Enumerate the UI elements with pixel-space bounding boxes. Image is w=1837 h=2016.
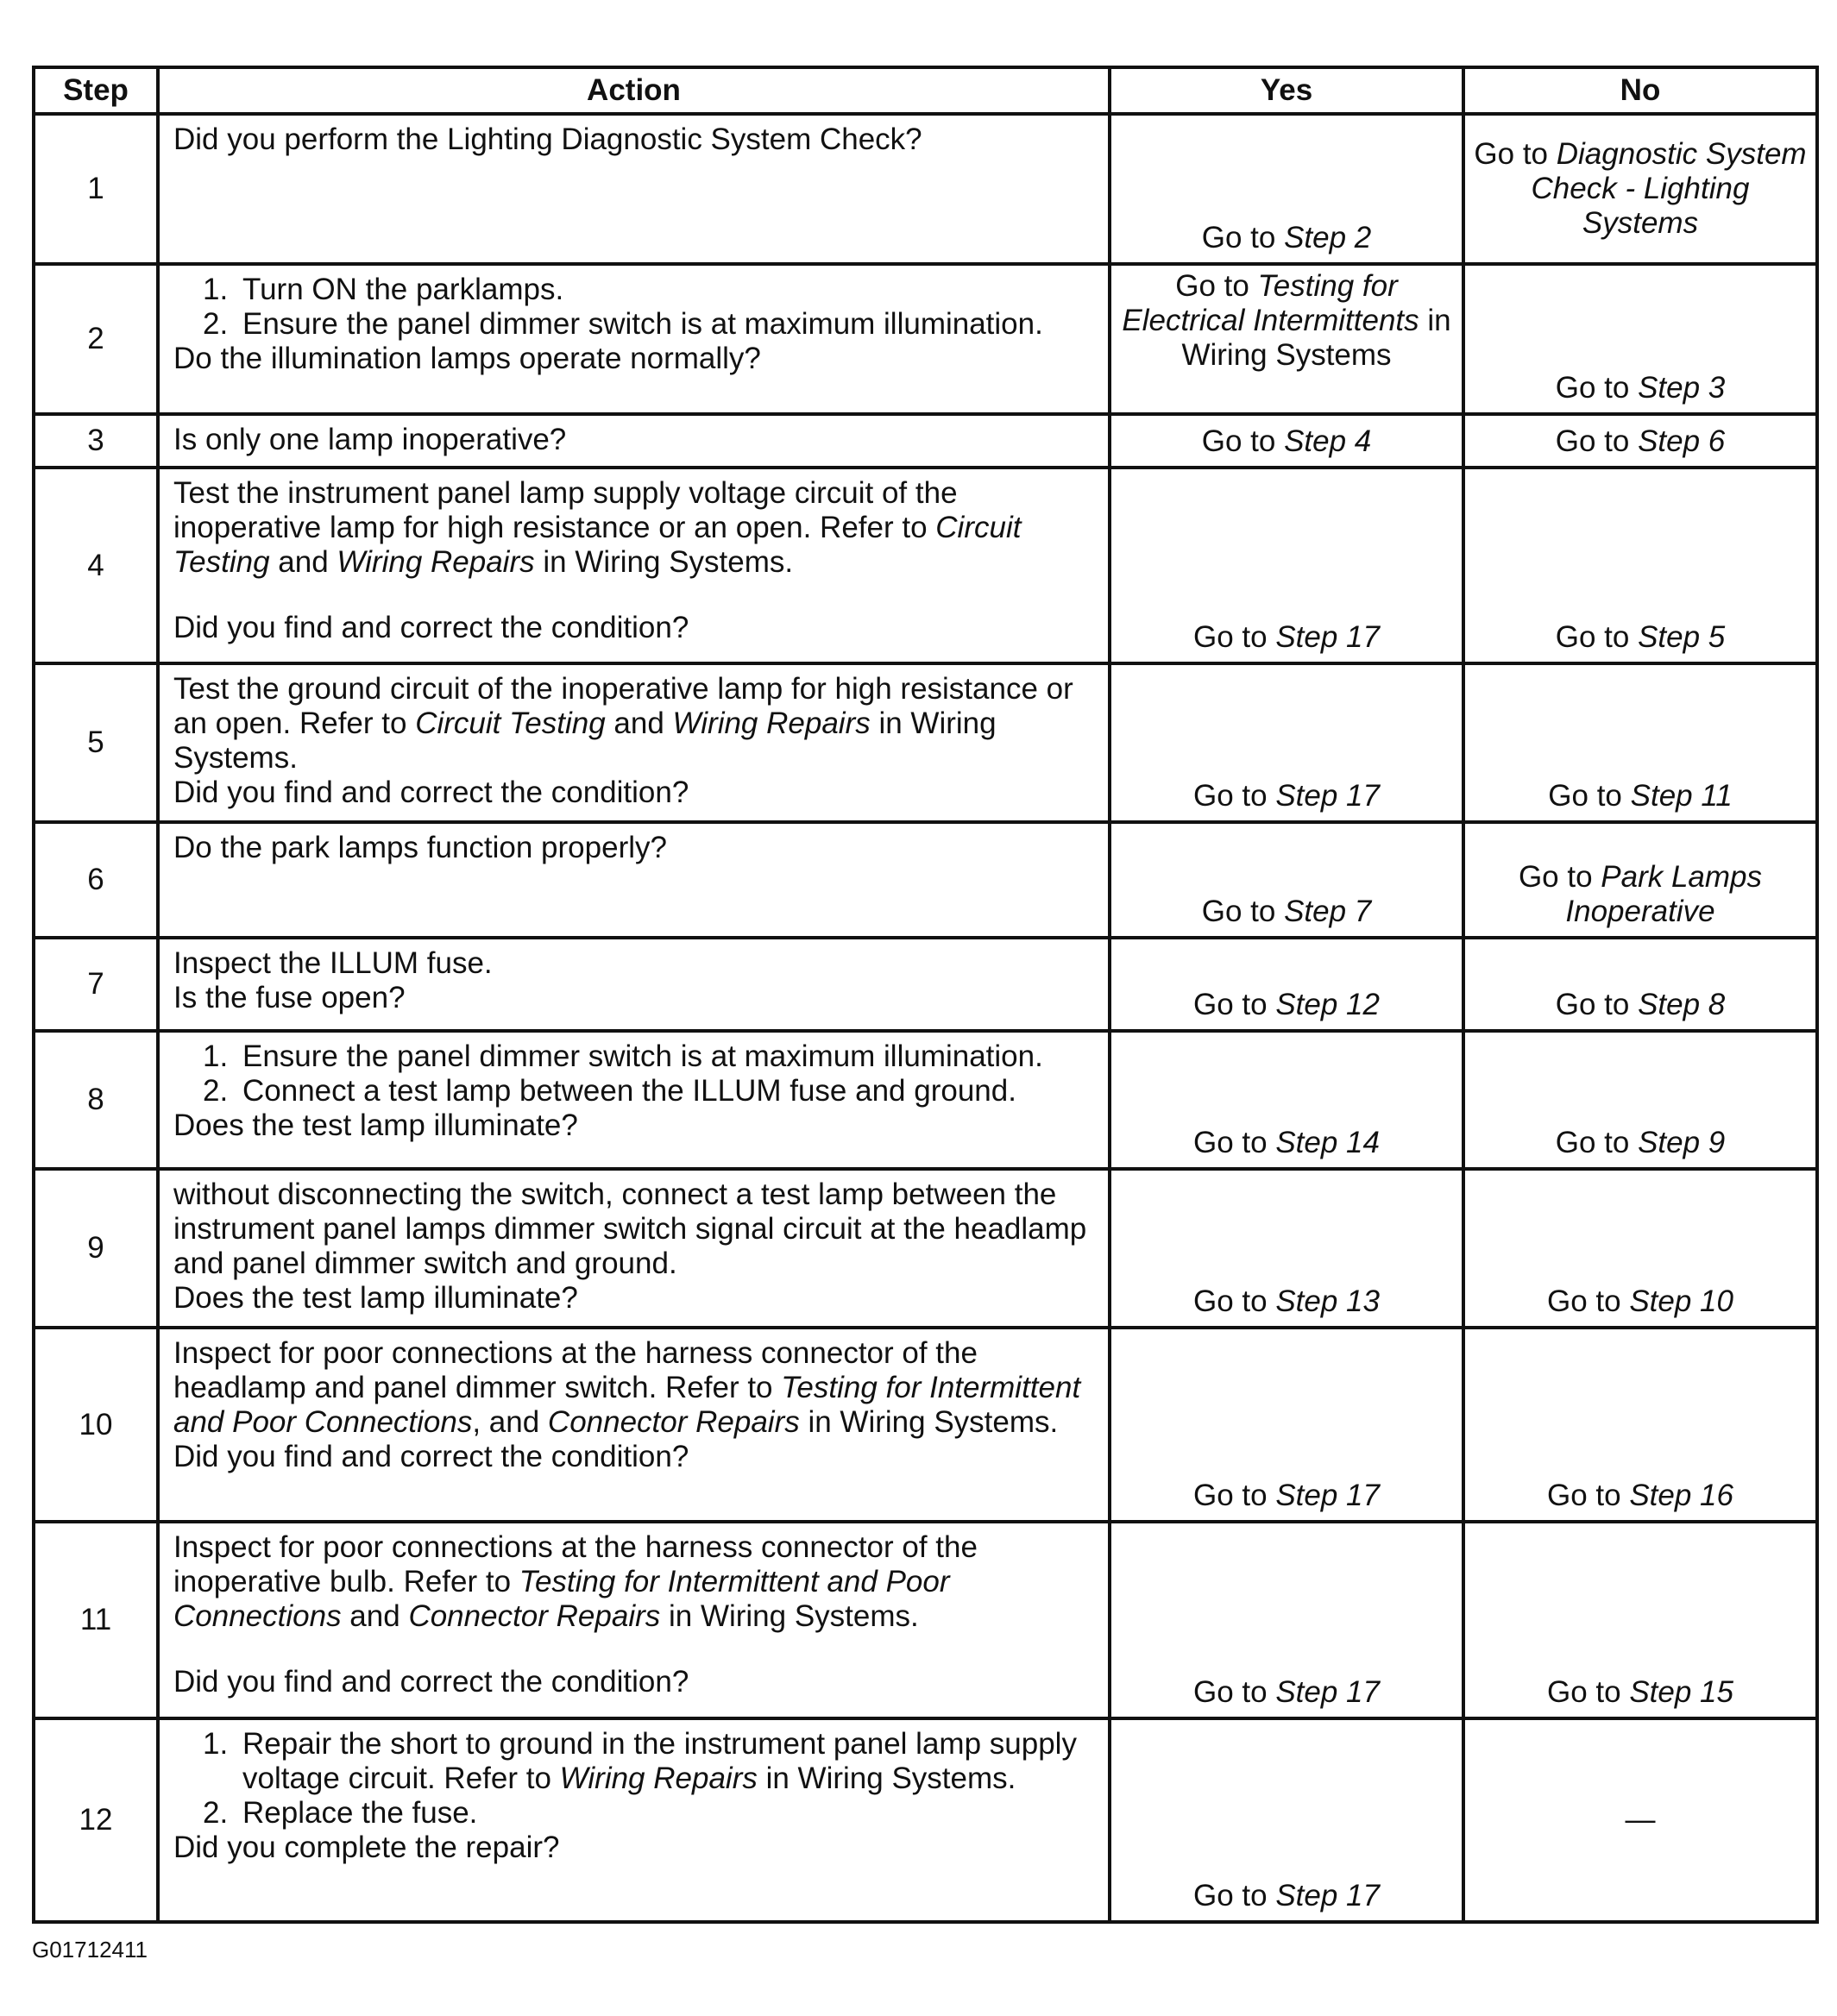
reference-link-text: Park Lamps Inoperative: [1565, 860, 1763, 928]
yes-result-text: [1111, 1879, 1462, 1913]
yes-result-text: [1111, 221, 1462, 255]
text-fragment: Ensure the panel dimmer switch is at maximum illumination.: [242, 307, 1043, 341]
action-cell: [158, 1169, 1110, 1328]
action-text: [173, 611, 1094, 645]
action-text: [173, 423, 1094, 457]
list-number: 1.: [203, 273, 229, 306]
text-fragment: and: [341, 1599, 409, 1633]
action-text: [173, 342, 1094, 376]
no-result-text: [1465, 1479, 1815, 1513]
no-result-text: [1465, 988, 1815, 1022]
no-result-text: [1465, 1803, 1815, 1837]
no-result-text: [1465, 860, 1815, 929]
text-fragment: Go to: [1193, 1479, 1276, 1512]
text-fragment: Go to: [1555, 988, 1639, 1021]
list-number: 1.: [203, 1727, 229, 1761]
action-text: [173, 1831, 1094, 1865]
action-list-item: [173, 1727, 1094, 1796]
action-cell: [158, 114, 1110, 264]
text-fragment: Inspect the ILLUM fuse.: [173, 946, 493, 980]
yes-result-text: [1111, 424, 1462, 459]
spacer: [173, 1634, 1094, 1665]
list-number: 2.: [203, 1074, 229, 1108]
yes-result-cell: [1110, 114, 1463, 264]
yes-result-cell: [1110, 663, 1463, 822]
action-text: [173, 1440, 1094, 1474]
action-cell: [158, 1328, 1110, 1522]
no-result-text: [1465, 620, 1815, 655]
action-cell: [158, 468, 1110, 663]
table-row: [34, 1718, 1817, 1922]
action-cell: [158, 1718, 1110, 1922]
yes-result-cell: [1110, 822, 1463, 938]
reference-link-text: Testing for Intermittent and Poor Connections: [173, 1565, 950, 1633]
no-result-cell: [1463, 663, 1817, 822]
step-number: 2: [34, 264, 158, 414]
action-text: [173, 672, 1094, 776]
action-text: [173, 946, 1094, 981]
action-cell: [158, 822, 1110, 938]
no-result-cell: [1463, 1328, 1817, 1522]
step-number: 3: [34, 414, 158, 468]
text-fragment: Go to: [1193, 1879, 1276, 1912]
reference-link-text: Wiring Repairs: [672, 707, 871, 740]
action-text: [173, 1530, 1094, 1634]
table-row: [34, 1031, 1817, 1169]
action-text: [173, 831, 1094, 865]
reference-link-text: Step 17: [1275, 620, 1380, 654]
yes-result-cell: [1110, 264, 1463, 414]
text-fragment: Go to: [1555, 371, 1639, 405]
text-fragment: Does the test lamp illuminate?: [173, 1281, 578, 1315]
no-result-cell: [1463, 1718, 1817, 1922]
text-fragment: Go to: [1175, 269, 1258, 303]
header-step: Step: [34, 67, 158, 114]
action-cell: [158, 938, 1110, 1031]
text-fragment: Did you find and correct the condition?: [173, 1665, 689, 1699]
text-fragment: Go to: [1201, 424, 1285, 458]
text-fragment: Test the ground circuit of the inoperative lamp for high resistance or an open. Refer to: [173, 672, 1073, 740]
reference-link-text: Step 13: [1275, 1284, 1380, 1318]
reference-link-text: Step 14: [1275, 1126, 1380, 1159]
reference-link-text: Step 4: [1284, 424, 1372, 458]
table-row: [34, 1328, 1817, 1522]
yes-result-text: [1111, 895, 1462, 929]
text-fragment: Go to: [1555, 620, 1639, 654]
action-cell: [158, 663, 1110, 822]
text-fragment: Go to: [1193, 620, 1276, 654]
reference-link-text: Step 17: [1275, 1479, 1380, 1512]
text-fragment: Go to: [1193, 779, 1276, 813]
text-fragment: Go to: [1548, 779, 1631, 813]
no-result-text: [1465, 1675, 1815, 1710]
text-fragment: Replace the fuse.: [242, 1796, 478, 1830]
text-fragment: Did you find and correct the condition?: [173, 611, 689, 644]
text-fragment: Do the park lamps function properly?: [173, 831, 667, 864]
table-row: [34, 414, 1817, 468]
table-row: [34, 1522, 1817, 1718]
text-fragment: Inspect for poor connections at the harness connector of the inoperative bulb. Refer to: [173, 1530, 978, 1598]
text-fragment: and: [269, 545, 337, 579]
header-no: No: [1463, 67, 1817, 114]
text-fragment: Did you perform the Lighting Diagnostic System Check?: [173, 122, 922, 156]
reference-link-text: Connector Repairs: [547, 1405, 800, 1439]
list-number: 2.: [203, 307, 229, 341]
action-text: [173, 1108, 1094, 1143]
action-text: [173, 776, 1094, 810]
step-number: 7: [34, 938, 158, 1031]
diagnostic-table: [32, 66, 1819, 1924]
reference-link-text: Step 17: [1275, 1879, 1380, 1912]
header-row: [34, 67, 1817, 114]
spacer: [173, 580, 1094, 611]
reference-link-text: Diagnostic System Check - Lighting Systems: [1531, 137, 1807, 240]
header-yes: Yes: [1110, 67, 1463, 114]
action-list-item: [173, 1074, 1094, 1108]
table-row: [34, 938, 1817, 1031]
no-result-text: [1465, 779, 1815, 813]
text-fragment: Repair the short to ground in the instrument panel lamp supply voltage circuit. Refer to: [242, 1727, 1077, 1795]
no-result-cell: [1463, 264, 1817, 414]
action-cell: [158, 414, 1110, 468]
text-fragment: and: [605, 707, 673, 740]
reference-link-text: Step 8: [1638, 988, 1726, 1021]
action-list-item: [173, 273, 1094, 307]
text-fragment: Does the test lamp illuminate?: [173, 1108, 578, 1142]
text-fragment: Go to: [1547, 1479, 1630, 1512]
text-fragment: Test the instrument panel lamp supply voltage circuit of the inoperative lamp for high resistance or an open. Refer to: [173, 476, 958, 544]
reference-link-text: Wiring Repairs: [337, 545, 535, 579]
text-fragment: in Wiring Systems.: [799, 1405, 1059, 1439]
list-number: 2.: [203, 1796, 229, 1830]
action-list-item: [173, 307, 1094, 342]
action-text: [173, 1665, 1094, 1699]
reference-link-text: Step 5: [1638, 620, 1726, 654]
step-number: 11: [34, 1522, 158, 1718]
no-result-cell: [1463, 114, 1817, 264]
no-result-text: [1465, 137, 1815, 241]
no-result-cell: [1463, 1031, 1817, 1169]
reference-link-text: Step 15: [1629, 1675, 1733, 1709]
no-result-cell: [1463, 414, 1817, 468]
reference-link-text: Testing for Electrical Intermittents: [1122, 269, 1419, 337]
no-result-cell: [1463, 468, 1817, 663]
table-row: [34, 663, 1817, 822]
yes-result-cell: [1110, 468, 1463, 663]
action-list-item: [173, 1796, 1094, 1831]
reference-link-text: Step 10: [1629, 1284, 1733, 1318]
header-action: Action: [158, 67, 1110, 114]
step-number: 12: [34, 1718, 158, 1922]
no-result-cell: [1463, 1522, 1817, 1718]
text-fragment: Go to: [1474, 137, 1557, 171]
action-text: [173, 981, 1094, 1015]
text-fragment: , and: [472, 1405, 548, 1439]
reference-link-text: Circuit Testing: [173, 511, 1022, 579]
text-fragment: in Wiring Systems: [1181, 304, 1451, 372]
action-cell: [158, 264, 1110, 414]
reference-link-text: Step 12: [1275, 988, 1380, 1021]
text-fragment: Do the illumination lamps operate normally?: [173, 342, 761, 375]
reference-link-text: Step 17: [1275, 779, 1380, 813]
step-number: 1: [34, 114, 158, 264]
text-fragment: Is only one lamp inoperative?: [173, 423, 567, 456]
text-fragment: Go to: [1193, 1126, 1276, 1159]
reference-link-text: Step 9: [1638, 1126, 1726, 1159]
reference-link-text: Testing for Intermittent and Poor Connections: [173, 1371, 1081, 1439]
yes-result-text: [1111, 1479, 1462, 1513]
reference-link-text: Circuit Testing: [415, 707, 606, 740]
yes-result-text: [1111, 1126, 1462, 1160]
table-row: [34, 1169, 1817, 1328]
action-list-item: [173, 1039, 1094, 1074]
step-number: 9: [34, 1169, 158, 1328]
action-text: [173, 1178, 1094, 1281]
text-fragment: Did you find and correct the condition?: [173, 776, 689, 809]
action-text: [173, 1281, 1094, 1316]
text-fragment: Go to: [1193, 1284, 1276, 1318]
text-fragment: Inspect for poor connections at the harness connector of the headlamp and panel dimmer switch. Refer to: [173, 1336, 978, 1404]
yes-result-text: [1111, 1675, 1462, 1710]
action-text: [173, 122, 1094, 157]
text-fragment: —: [1625, 1803, 1656, 1837]
text-fragment: in Wiring Systems.: [757, 1762, 1016, 1795]
text-fragment: Ensure the panel dimmer switch is at maximum illumination.: [242, 1039, 1043, 1073]
text-fragment: Go to: [1201, 895, 1285, 928]
step-number: 6: [34, 822, 158, 938]
list-number: 1.: [203, 1039, 229, 1073]
reference-link-text: Step 17: [1275, 1675, 1380, 1709]
no-result-cell: [1463, 822, 1817, 938]
yes-result-cell: [1110, 1328, 1463, 1522]
reference-link-text: Step 7: [1284, 895, 1372, 928]
no-result-text: [1465, 371, 1815, 405]
yes-result-cell: [1110, 414, 1463, 468]
yes-result-cell: [1110, 938, 1463, 1031]
text-fragment: without disconnecting the switch, connect a test lamp between the instrument panel lamps dimmer switch signal circuit at the headlamp and panel dimmer switch and ground.: [173, 1178, 1087, 1280]
text-fragment: Go to: [1547, 1284, 1630, 1318]
reference-link-text: Step 11: [1630, 779, 1733, 813]
reference-link-text: Step 6: [1638, 424, 1726, 458]
step-number: 8: [34, 1031, 158, 1169]
text-fragment: in Wiring Systems.: [173, 707, 997, 775]
text-fragment: Go to: [1555, 1126, 1639, 1159]
yes-result-text: [1111, 988, 1462, 1022]
text-fragment: Connect a test lamp between the ILLUM fuse and ground.: [242, 1074, 1016, 1108]
text-fragment: Go to: [1193, 988, 1276, 1021]
yes-result-cell: [1110, 1718, 1463, 1922]
table-row: [34, 822, 1817, 938]
no-result-text: [1465, 1284, 1815, 1319]
action-text: [173, 476, 1094, 580]
reference-link-text: Connector Repairs: [408, 1599, 661, 1633]
text-fragment: Go to: [1193, 1675, 1276, 1709]
text-fragment: Did you complete the repair?: [173, 1831, 560, 1864]
reference-link-text: Step 3: [1638, 371, 1726, 405]
yes-result-text: [1111, 269, 1462, 373]
no-result-cell: [1463, 1169, 1817, 1328]
no-result-cell: [1463, 938, 1817, 1031]
table-row: [34, 468, 1817, 663]
text-fragment: Go to: [1201, 221, 1285, 254]
yes-result-cell: [1110, 1522, 1463, 1718]
step-number: 4: [34, 468, 158, 663]
no-result-text: [1465, 424, 1815, 459]
step-number: 5: [34, 663, 158, 822]
action-cell: [158, 1031, 1110, 1169]
yes-result-cell: [1110, 1031, 1463, 1169]
yes-result-cell: [1110, 1169, 1463, 1328]
action-cell: [158, 1522, 1110, 1718]
yes-result-text: [1111, 779, 1462, 813]
text-fragment: Go to: [1555, 424, 1639, 458]
figure-id: G01712411: [32, 1937, 148, 1963]
reference-link-text: Step 16: [1629, 1479, 1733, 1512]
table-body: [34, 114, 1817, 1922]
table-row: [34, 114, 1817, 264]
text-fragment: Go to: [1518, 860, 1601, 894]
text-fragment: in Wiring Systems.: [534, 545, 794, 579]
step-number: 10: [34, 1328, 158, 1522]
yes-result-text: [1111, 1284, 1462, 1319]
text-fragment: in Wiring Systems.: [660, 1599, 919, 1633]
text-fragment: Is the fuse open?: [173, 981, 406, 1014]
reference-link-text: Wiring Repairs: [559, 1762, 758, 1795]
yes-result-text: [1111, 620, 1462, 655]
action-text: [173, 1336, 1094, 1440]
table-row: [34, 264, 1817, 414]
no-result-text: [1465, 1126, 1815, 1160]
reference-link-text: Step 2: [1284, 221, 1372, 254]
text-fragment: Turn ON the parklamps.: [242, 273, 564, 306]
text-fragment: Did you find and correct the condition?: [173, 1440, 689, 1473]
text-fragment: Go to: [1547, 1675, 1630, 1709]
